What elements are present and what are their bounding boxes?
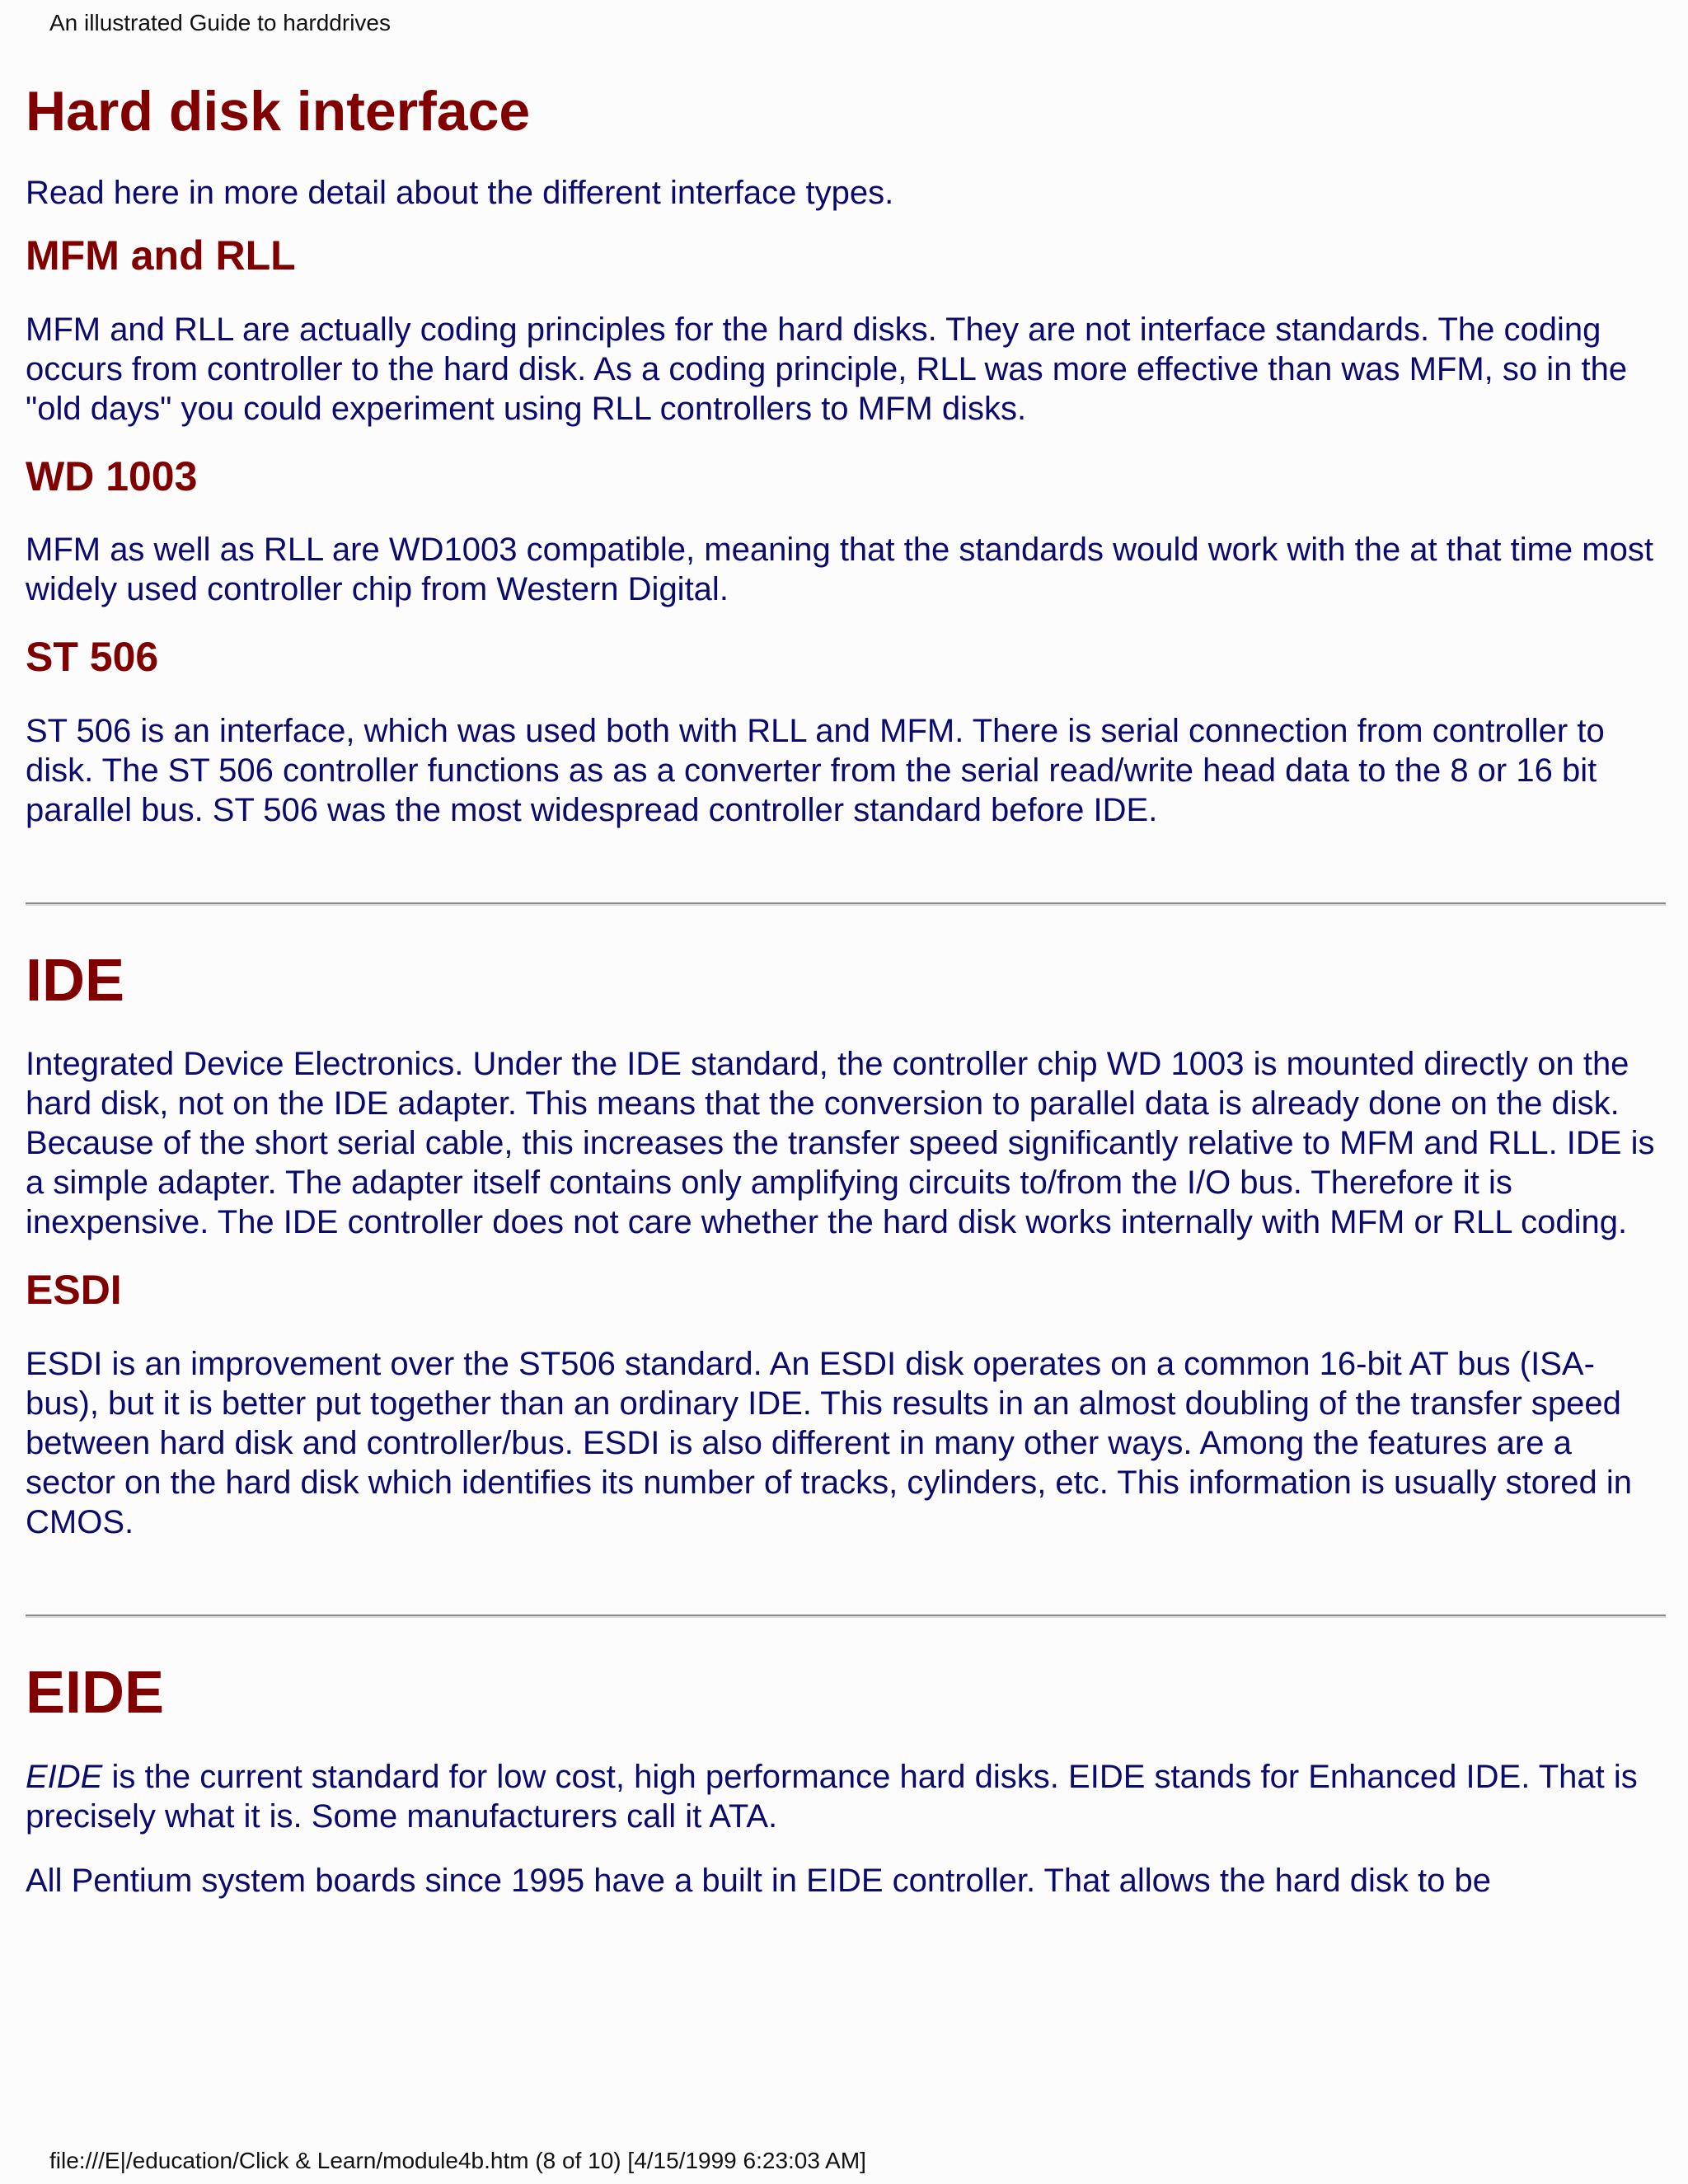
page-content <box>26 74 1666 1900</box>
paragraph-eide-1 <box>26 1757 1666 1836</box>
heading-ide: IDE <box>26 947 125 1014</box>
page-title: Hard disk interface <box>26 80 531 143</box>
heading-eide: EIDE <box>26 1659 165 1726</box>
running-header: An illustrated Guide to harddrives <box>49 10 391 35</box>
eide-paragraph-text: is the current standard for low cost, high performance hard disks. EIDE stands for Enhanced IDE. That is precisely what it is. Some manufacturers call it ATA. <box>26 1758 1638 1835</box>
intro-paragraph: Read here in more detail about the different interface types. <box>26 175 894 212</box>
eide-emphasis: EIDE <box>26 1758 103 1795</box>
heading-wd1003: WD 1003 <box>26 452 198 499</box>
paragraph-esdi: ESDI is an improvement over the ST506 standard. An ESDI disk operates on a common 16-bit AT bus (ISA-bus), but it is better put together than an ordinary IDE. This results in an almost doubling of the transfer speed between hard disk and controller/bus. ESDI is also different in many other ways. Among the features are a sector on the hard disk which identifies its number of tracks, cylinders, etc. This information is usually stored in CMOS. <box>26 1345 1633 1540</box>
paragraph-ide: Integrated Device Electronics. Under the IDE standard, the controller chip WD 1003 is mounted directly on the hard disk, not on the IDE adapter. This means that the conversion to parallel data is already done on the disk. Because of the short serial cable, this increases the transfer speed significantly relative to MFM and RLL. IDE is a simple adapter. The adapter itself contains only amplifying circuits to/from the I/O bus. Therefore it is inexpensive. The IDE controller does not care whether the hard disk works internally with MFM or RLL coding. <box>26 1046 1655 1241</box>
paragraph-wd1003: MFM as well as RLL are WD1003 compatible, meaning that the standards would work with the at that time most widely used controller chip from Western Digital. <box>26 532 1653 608</box>
section-divider-2 <box>26 1615 1666 1618</box>
running-footer: file:///E|/education/Click & Learn/module4b.htm (8 of 10) [4/15/1999 6:23:03 AM] <box>49 2148 866 2173</box>
heading-mfm-rll: MFM and RLL <box>26 232 296 279</box>
section-divider-1 <box>26 902 1666 906</box>
heading-st506: ST 506 <box>26 634 159 681</box>
paragraph-eide-2: All Pentium system boards since 1995 have a built in EIDE controller. That allows the hard disk to be <box>26 1862 1491 1899</box>
heading-esdi: ESDI <box>26 1267 122 1314</box>
paragraph-mfm-rll: MFM and RLL are actually coding principles for the hard disks. They are not interface standards. The coding occurs from controller to the hard disk. As a coding principle, RLL was more effective than was MFM, so in the "old days" you could experiment using RLL controllers to MFM disks. <box>26 311 1628 427</box>
paragraph-st506: ST 506 is an interface, which was used both with RLL and MFM. There is serial connection from controller to disk. The ST 506 controller functions as as a converter from the serial read/write head data to the 8 or 16 bit parallel bus. ST 506 was the most widespread controller standard before IDE. <box>26 712 1605 828</box>
